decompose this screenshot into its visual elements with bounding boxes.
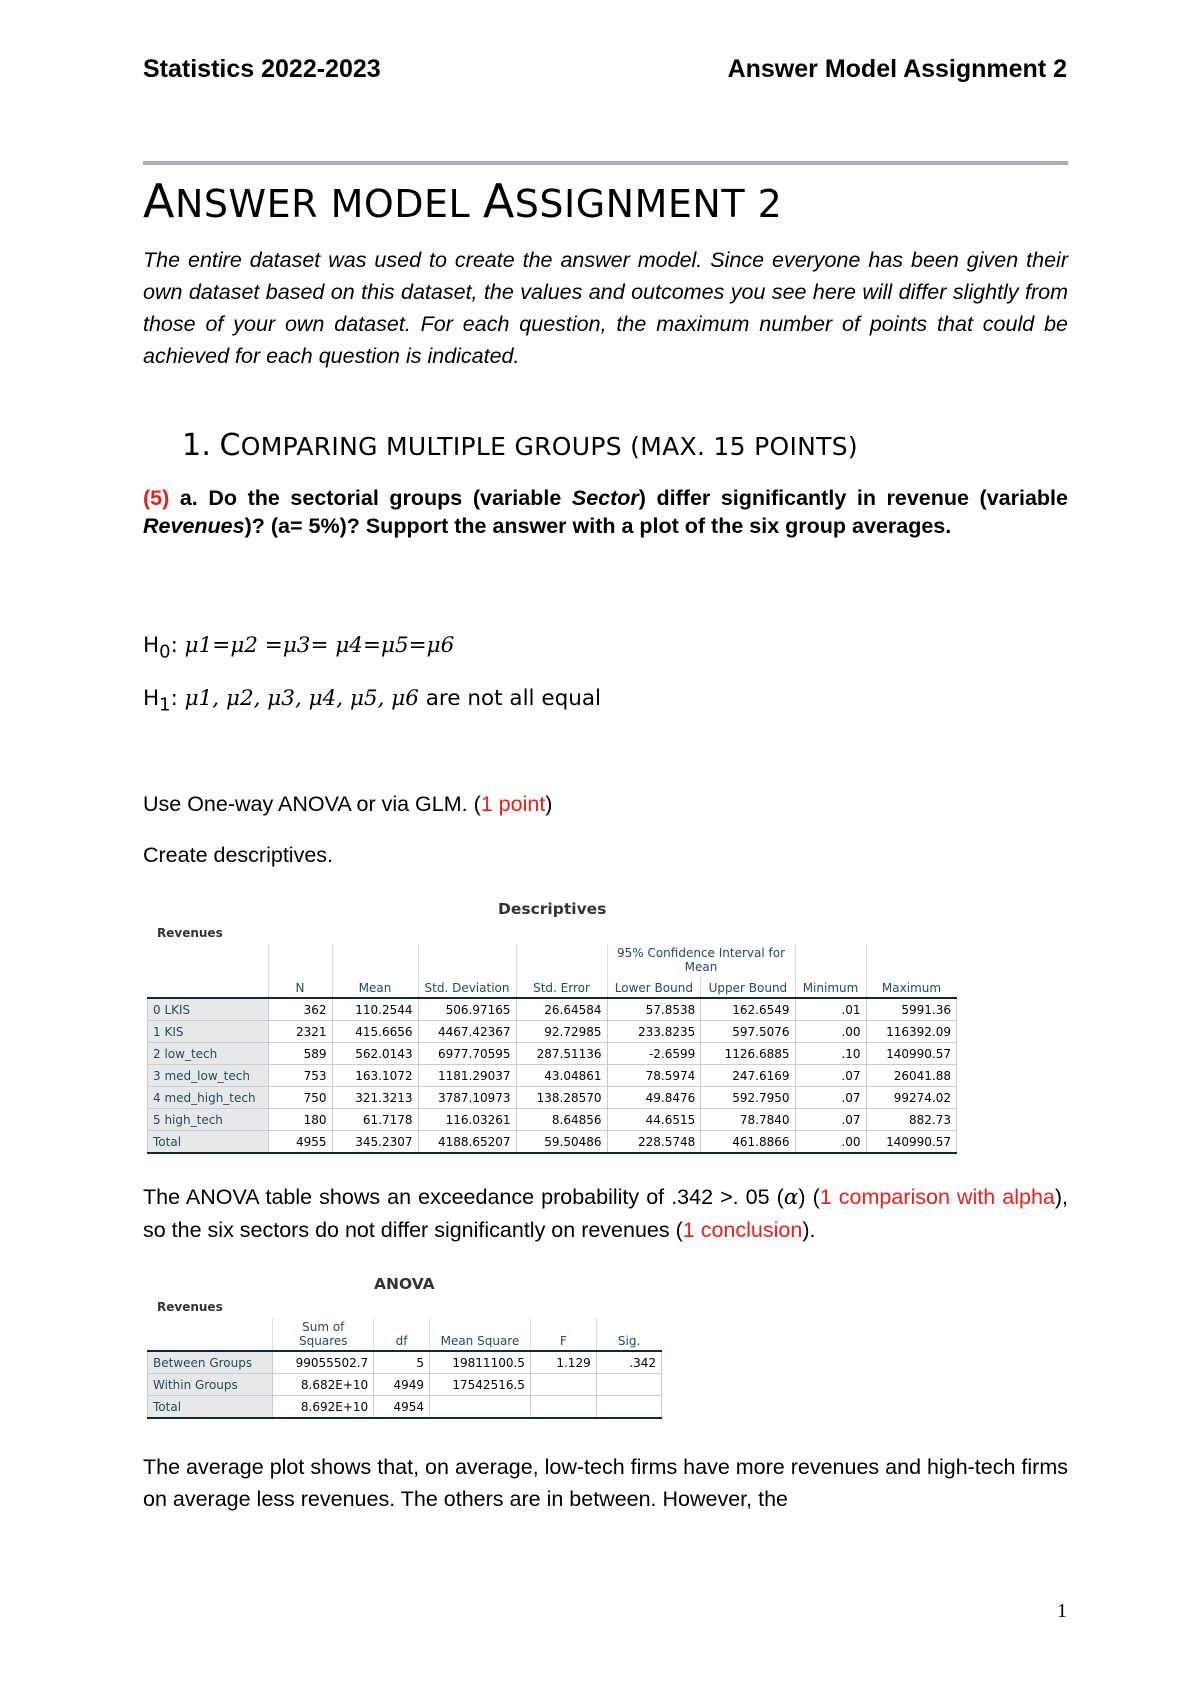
- table-cell: 49.8476: [607, 1087, 701, 1109]
- row-label: 2 low_tech: [148, 1043, 269, 1065]
- table-cell: .10: [795, 1043, 866, 1065]
- row-label: 4 med_high_tech: [148, 1087, 269, 1109]
- table-cell: 415.6656: [332, 1021, 418, 1043]
- table-cell: 5: [374, 1351, 430, 1374]
- table-cell: 99274.02: [866, 1087, 957, 1109]
- table-row: [148, 1087, 957, 1109]
- table-cell: 6977.70595: [418, 1043, 516, 1065]
- table-cell: 228.5748: [607, 1131, 701, 1154]
- question-a: (5) a. Do the sectorial groups (variable Sector) differ significantly in revenue (variable Revenues)? (a= 5%)? Support the answer with a plot of the six group averages.: [143, 486, 1068, 538]
- col-header: df: [374, 1318, 430, 1351]
- table-cell: 1.129: [530, 1351, 596, 1374]
- table-row: [148, 1021, 957, 1043]
- row-label: 3 med_low_tech: [148, 1065, 269, 1087]
- table-cell: 506.97165: [418, 998, 516, 1021]
- table-cell: 233.8235: [607, 1021, 701, 1043]
- table-cell: 247.6169: [701, 1065, 795, 1087]
- descriptives-title: Descriptives: [498, 900, 607, 918]
- ci-header: 95% Confidence Interval for Mean: [607, 944, 795, 976]
- page-number: 1: [1057, 1600, 1067, 1622]
- col-header: Mean: [332, 976, 418, 998]
- null-hypothesis: $H_0$: μ1=μ2 =μ3= μ4=μ5=μ6: [143, 633, 455, 663]
- table-row: [148, 1065, 957, 1087]
- col-header: Std. Deviation: [418, 976, 516, 998]
- table-cell: 597.5076: [701, 1021, 795, 1043]
- row-label: Total: [148, 1396, 273, 1419]
- table-cell: -2.6599: [607, 1043, 701, 1065]
- header-divider: [143, 161, 1068, 165]
- col-header: Sig.: [596, 1318, 661, 1351]
- table-cell: 321.3213: [332, 1087, 418, 1109]
- table-cell: .01: [795, 998, 866, 1021]
- header-course: Statistics 2022-2023: [143, 55, 381, 83]
- table-cell: .07: [795, 1087, 866, 1109]
- table-cell: 43.04861: [516, 1065, 607, 1087]
- table-cell: 287.51136: [516, 1043, 607, 1065]
- table-cell: 26041.88: [866, 1065, 957, 1087]
- table-cell: 4955: [268, 1131, 332, 1154]
- table-cell: 753: [268, 1065, 332, 1087]
- section-heading: 1. COMPARING MULTIPLE GROUPS (MAX. 15 POINTS): [182, 428, 858, 463]
- anova-interpretation: The ANOVA table shows an exceedance probability of .342 >. 05 (α) (1 comparison with alpha), so the six sectors do not differ significantly on revenues (1 conclusion).: [143, 1185, 1068, 1242]
- table-cell: 2321: [268, 1021, 332, 1043]
- table-cell: [430, 1396, 531, 1419]
- table-cell: 99055502.7: [273, 1351, 374, 1374]
- table-cell: [596, 1374, 661, 1396]
- table-cell: 59.50486: [516, 1131, 607, 1154]
- col-header: Std. Error: [516, 976, 607, 998]
- table-cell: .00: [795, 1131, 866, 1154]
- plot-interpretation: The average plot shows that, on average, low-tech firms have more revenues and high-tech firms on average less revenues. The others are in between. However, the: [143, 1455, 1068, 1511]
- table-row: [148, 1131, 957, 1154]
- table-cell: 1126.6885: [701, 1043, 795, 1065]
- col-header: Mean Square: [430, 1318, 531, 1351]
- row-label: 1 KIS: [148, 1021, 269, 1043]
- table-row: [148, 1351, 662, 1374]
- table-cell: 4188.65207: [418, 1131, 516, 1154]
- descriptives-table: [147, 944, 957, 1154]
- alt-hypothesis: $H_1$: μ1, μ2, μ3, μ4, μ5, μ6 are not all equal: [143, 686, 602, 716]
- header-document-title: Answer Model Assignment 2: [727, 55, 1067, 83]
- table-cell: 163.1072: [332, 1065, 418, 1087]
- col-header: Upper Bound: [701, 976, 795, 998]
- col-header: Sum of Squares: [273, 1318, 374, 1351]
- table-row: [148, 1396, 662, 1419]
- col-header: Minimum: [795, 976, 866, 998]
- table-cell: 345.2307: [332, 1131, 418, 1154]
- table-cell: 26.64584: [516, 998, 607, 1021]
- table-cell: [596, 1396, 661, 1419]
- table-cell: 19811100.5: [430, 1351, 531, 1374]
- table-cell: 8.692E+10: [273, 1396, 374, 1419]
- table-cell: 78.5974: [607, 1065, 701, 1087]
- table-cell: 4467.42367: [418, 1021, 516, 1043]
- table-cell: 5991.36: [866, 998, 957, 1021]
- col-header: Lower Bound: [607, 976, 701, 998]
- anova-variable: Revenues: [157, 1300, 223, 1314]
- table-cell: 8.682E+10: [273, 1374, 374, 1396]
- table-cell: 882.73: [866, 1109, 957, 1131]
- table-cell: 140990.57: [866, 1131, 957, 1154]
- anova-title: ANOVA: [374, 1275, 435, 1293]
- method-line: Use One-way ANOVA or via GLM. (1 point): [143, 792, 553, 816]
- table-cell: 589: [268, 1043, 332, 1065]
- table-cell: 461.8866: [701, 1131, 795, 1154]
- table-cell: 78.7840: [701, 1109, 795, 1131]
- table-cell: 61.7178: [332, 1109, 418, 1131]
- row-label: Total: [148, 1131, 269, 1154]
- table-cell: .07: [795, 1065, 866, 1087]
- table-cell: 138.28570: [516, 1087, 607, 1109]
- table-cell: 57.8538: [607, 998, 701, 1021]
- table-cell: 8.64856: [516, 1109, 607, 1131]
- intro-paragraph: The entire dataset was used to create the answer model. Since everyone has been given their own dataset based on this dataset, the values and outcomes you see here will differ slightly from those of your own dataset. For each question, the maximum number of points that could be achieved for each question is indicated.: [143, 248, 1068, 368]
- page-title: ANSWER MODEL ASSIGNMENT 2: [143, 174, 783, 228]
- row-label: Within Groups: [148, 1374, 273, 1396]
- table-cell: 1181.29037: [418, 1065, 516, 1087]
- table-cell: 162.6549: [701, 998, 795, 1021]
- table-cell: 180: [268, 1109, 332, 1131]
- table-cell: .00: [795, 1021, 866, 1043]
- table-row: [148, 1374, 662, 1396]
- table-cell: 4954: [374, 1396, 430, 1419]
- descriptives-variable: Revenues: [157, 926, 223, 940]
- table-cell: 592.7950: [701, 1087, 795, 1109]
- table-cell: 44.6515: [607, 1109, 701, 1131]
- table-row: [148, 1109, 957, 1131]
- col-header: Maximum: [866, 976, 957, 998]
- table-cell: 92.72985: [516, 1021, 607, 1043]
- table-cell: 3787.10973: [418, 1087, 516, 1109]
- table-cell: 116.03261: [418, 1109, 516, 1131]
- table-cell: 4949: [374, 1374, 430, 1396]
- table-cell: .07: [795, 1109, 866, 1131]
- table-cell: 17542516.5: [430, 1374, 531, 1396]
- col-header: F: [530, 1318, 596, 1351]
- row-label: Between Groups: [148, 1351, 273, 1374]
- table-cell: 116392.09: [866, 1021, 957, 1043]
- table-cell: 110.2544: [332, 998, 418, 1021]
- anova-table: [147, 1318, 662, 1419]
- table-cell: .342: [596, 1351, 661, 1374]
- table-cell: [530, 1396, 596, 1419]
- table-cell: 750: [268, 1087, 332, 1109]
- table-cell: 140990.57: [866, 1043, 957, 1065]
- row-label: 0 LKIS: [148, 998, 269, 1021]
- table-cell: 562.0143: [332, 1043, 418, 1065]
- col-header: N: [268, 976, 332, 998]
- descriptives-instruction: Create descriptives.: [143, 843, 333, 867]
- table-cell: [530, 1374, 596, 1396]
- table-row: [148, 1043, 957, 1065]
- row-label: 5 high_tech: [148, 1109, 269, 1131]
- table-cell: 362: [268, 998, 332, 1021]
- table-row: [148, 998, 957, 1021]
